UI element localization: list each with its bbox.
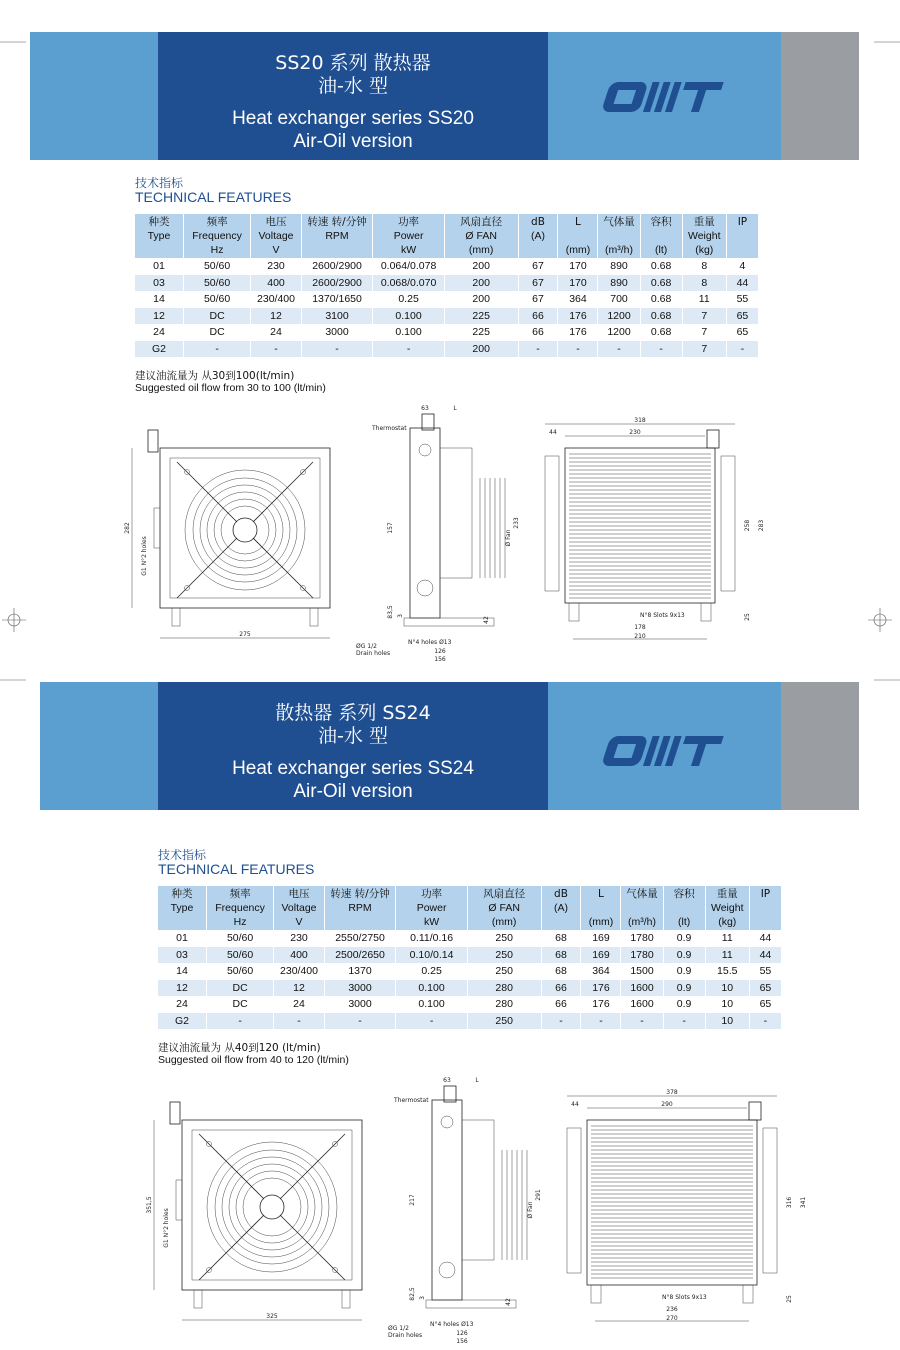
dimension-label: 25 bbox=[786, 1295, 793, 1303]
column-header-unit: kW bbox=[423, 916, 440, 928]
table-cell: 0.68 bbox=[640, 308, 682, 325]
table-cell: 1600 bbox=[621, 996, 663, 1013]
table-cell: 170 bbox=[558, 258, 598, 275]
banner-cn-title: 散热器 系列 SS24 bbox=[275, 702, 431, 724]
oil-flow-note-cn: 建议油流量为 从30到100(lt/min) bbox=[135, 370, 295, 382]
table-cell: 0.068/0.070 bbox=[373, 275, 445, 292]
table-cell: 0.100 bbox=[396, 980, 468, 997]
dimension-label: 42 bbox=[505, 1298, 512, 1306]
banner-cn-subtitle: 油-水 型 bbox=[318, 75, 388, 97]
table-cell: 1780 bbox=[621, 930, 663, 947]
dimension-label: 156 bbox=[456, 1338, 468, 1345]
table-cell: - bbox=[301, 341, 373, 358]
column-header-cn: 电压 bbox=[288, 888, 310, 900]
table-cell: 250 bbox=[467, 1013, 541, 1030]
table-cell: 200 bbox=[444, 341, 518, 358]
column-header-unit: (mm) bbox=[588, 916, 614, 928]
column-header-cn: L bbox=[598, 888, 604, 900]
dimension-label: 63 bbox=[443, 1077, 451, 1084]
dimension-label: 126 bbox=[434, 648, 446, 655]
table-cell: 225 bbox=[444, 324, 518, 341]
fan-label: Ø Fan bbox=[527, 1201, 534, 1219]
table-cell: - bbox=[581, 1013, 621, 1030]
table-cell: 0.25 bbox=[373, 291, 445, 308]
dimension-label: 282 bbox=[124, 522, 131, 534]
dimension-label: 290 bbox=[661, 1101, 673, 1108]
table-cell: 65 bbox=[726, 308, 758, 325]
column-header-cn: 重量 bbox=[693, 216, 715, 228]
table-cell: 2550/2750 bbox=[324, 930, 396, 947]
column-header-en: Type bbox=[170, 902, 194, 914]
column-header-unit: (lt) bbox=[677, 916, 691, 928]
oil-flow-note-en: Suggested oil flow from 40 to 120 (lt/min) bbox=[158, 1054, 349, 1066]
dimension-label: 233 bbox=[513, 517, 520, 529]
table-cell: 66 bbox=[541, 980, 581, 997]
column-header-cn: 频率 bbox=[229, 888, 251, 900]
column-header-cn: 重量 bbox=[716, 888, 738, 900]
column-header-unit: V bbox=[295, 916, 303, 928]
table-cell: 10 bbox=[705, 1013, 749, 1030]
column-header-cn: 气体量 bbox=[626, 888, 658, 900]
banner-cn-title: SS20 系列 散热器 bbox=[275, 52, 431, 74]
table-cell: 230/400 bbox=[274, 963, 325, 980]
table-cell: 2600/2900 bbox=[301, 258, 373, 275]
table-cell: 66 bbox=[518, 308, 558, 325]
table-cell: 230/400 bbox=[251, 291, 302, 308]
table-cell: 3100 bbox=[301, 308, 373, 325]
table-cell: 700 bbox=[598, 291, 640, 308]
table-cell: 0.9 bbox=[663, 996, 705, 1013]
dimension-label: 291 bbox=[535, 1189, 542, 1201]
table-cell: - bbox=[621, 1013, 663, 1030]
table-cell: - bbox=[541, 1013, 581, 1030]
table-cell: 50/60 bbox=[206, 930, 273, 947]
table-cell: 364 bbox=[558, 291, 598, 308]
table-cell: G2 bbox=[158, 1013, 206, 1030]
table-cell: 66 bbox=[541, 996, 581, 1013]
dimension-label: 3 bbox=[397, 614, 404, 618]
column-header-en: Frequency bbox=[192, 230, 242, 242]
table-cell: 8 bbox=[682, 258, 726, 275]
table-cell: 10 bbox=[705, 996, 749, 1013]
table-cell: - bbox=[251, 341, 302, 358]
table-cell: 12 bbox=[274, 980, 325, 997]
column-header-en: Voltage bbox=[258, 230, 294, 242]
table-cell: 03 bbox=[135, 275, 183, 292]
column-header-cn: 风扇直径 bbox=[460, 216, 503, 228]
table-cell: 12 bbox=[251, 308, 302, 325]
column-header-cn: 种类 bbox=[171, 888, 193, 900]
dimension-label: 318 bbox=[634, 417, 646, 424]
table-cell: DC bbox=[206, 980, 273, 997]
table-cell: 1600 bbox=[621, 980, 663, 997]
table-cell: 0.11/0.16 bbox=[396, 930, 468, 947]
column-header-cn: dB bbox=[554, 888, 568, 900]
table-cell: 8 bbox=[682, 275, 726, 292]
dimension-label: 42 bbox=[483, 616, 490, 624]
table-cell: 50/60 bbox=[183, 291, 250, 308]
table-cell: 2500/2650 bbox=[324, 947, 396, 964]
table-cell: - bbox=[640, 341, 682, 358]
table-cell: 68 bbox=[541, 963, 581, 980]
column-header-cn: 电压 bbox=[265, 216, 287, 228]
table-cell: 65 bbox=[726, 324, 758, 341]
table-cell: 50/60 bbox=[183, 258, 250, 275]
column-header-en: Power bbox=[416, 902, 447, 914]
table-cell: 176 bbox=[558, 308, 598, 325]
table-cell: 12 bbox=[158, 980, 206, 997]
column-header-cn: 功率 bbox=[421, 888, 443, 900]
table-cell: 68 bbox=[541, 947, 581, 964]
table-cell: 50/60 bbox=[206, 947, 273, 964]
table-cell: 67 bbox=[518, 258, 558, 275]
table-cell: 7 bbox=[682, 341, 726, 358]
table-cell: 1780 bbox=[621, 947, 663, 964]
table-cell: 200 bbox=[444, 258, 518, 275]
drain-holes-label: Drain holes bbox=[356, 650, 391, 657]
dimension-label: 82,5 bbox=[409, 1287, 416, 1301]
table-cell: 0.9 bbox=[663, 930, 705, 947]
column-header-unit: V bbox=[272, 244, 280, 256]
column-header-cn: 风扇直径 bbox=[483, 888, 526, 900]
dimension-label: 325 bbox=[266, 1313, 278, 1320]
column-header-unit: Hz bbox=[210, 244, 224, 256]
thermostat-label: Thermostat bbox=[394, 1097, 429, 1104]
table-cell: 7 bbox=[682, 308, 726, 325]
column-header-en: Frequency bbox=[215, 902, 265, 914]
column-header-en: Voltage bbox=[281, 902, 317, 914]
table-cell: - bbox=[324, 1013, 396, 1030]
column-header-unit: Hz bbox=[233, 916, 247, 928]
column-header-cn: 频率 bbox=[206, 216, 228, 228]
table-cell: 10 bbox=[705, 980, 749, 997]
column-header-cn: 气体量 bbox=[603, 216, 635, 228]
table-cell: - bbox=[373, 341, 445, 358]
table-cell: 176 bbox=[581, 980, 621, 997]
table-cell: 14 bbox=[158, 963, 206, 980]
table-cell: - bbox=[274, 1013, 325, 1030]
column-header-en: Type bbox=[147, 230, 171, 242]
dimension-label: 316 bbox=[786, 1196, 793, 1209]
column-header-en: RPM bbox=[348, 902, 372, 914]
dimension-label: 378 bbox=[666, 1089, 678, 1096]
table-cell: DC bbox=[206, 996, 273, 1013]
dimension-label: 270 bbox=[666, 1315, 678, 1322]
table-cell: 176 bbox=[581, 996, 621, 1013]
table-cell: 0.10/0.14 bbox=[396, 947, 468, 964]
table-cell: 250 bbox=[467, 947, 541, 964]
table-cell: - bbox=[558, 341, 598, 358]
column-header-cn: IP bbox=[737, 216, 748, 228]
table-cell: 3000 bbox=[324, 996, 396, 1013]
table-cell: 65 bbox=[749, 996, 781, 1013]
table-cell: 400 bbox=[251, 275, 302, 292]
table-cell: - bbox=[183, 341, 250, 358]
table-cell: 0.68 bbox=[640, 324, 682, 341]
table-cell: 67 bbox=[518, 275, 558, 292]
column-header-cn: dB bbox=[531, 216, 545, 228]
table-cell: 0.25 bbox=[396, 963, 468, 980]
table-cell: 1370 bbox=[324, 963, 396, 980]
table-cell: 400 bbox=[274, 947, 325, 964]
column-header-en: Weight bbox=[711, 902, 744, 914]
dimension-label: 178 bbox=[634, 624, 646, 631]
dimension-label: 230 bbox=[629, 429, 641, 436]
column-header-en: Power bbox=[393, 230, 424, 242]
dimension-label: 341 bbox=[800, 1196, 807, 1209]
table-cell: 1500 bbox=[621, 963, 663, 980]
dimension-label: 210 bbox=[634, 633, 646, 640]
table-cell: 0.68 bbox=[640, 275, 682, 292]
column-header-cn: 容积 bbox=[650, 216, 672, 228]
table-cell: 230 bbox=[251, 258, 302, 275]
table-cell: 1200 bbox=[598, 324, 640, 341]
features-heading-en: TECHNICAL FEATURES bbox=[158, 861, 315, 877]
slots-label: N°8 Slots 9x13 bbox=[662, 1294, 707, 1301]
fan-label: Ø Fan bbox=[505, 529, 512, 547]
table-cell: 280 bbox=[467, 996, 541, 1013]
table-cell: 3000 bbox=[324, 980, 396, 997]
table-cell: 0.9 bbox=[663, 947, 705, 964]
column-header-unit: (kg) bbox=[695, 244, 714, 256]
table-cell: 1370/1650 bbox=[301, 291, 373, 308]
table-cell: 15.5 bbox=[705, 963, 749, 980]
column-header-cn: 转速 转/分钟 bbox=[330, 888, 390, 900]
table-cell: 364 bbox=[581, 963, 621, 980]
table-cell: 24 bbox=[135, 324, 183, 341]
table-cell: 01 bbox=[158, 930, 206, 947]
table-cell: 0.064/0.078 bbox=[373, 258, 445, 275]
table-cell: 44 bbox=[726, 275, 758, 292]
drain-label: ØG 1/2 bbox=[356, 643, 377, 650]
holes-label: N°4 holes Ø13 bbox=[430, 1321, 474, 1328]
table-cell: 0.100 bbox=[373, 308, 445, 325]
port-label: G1 N°2 holes bbox=[163, 1208, 170, 1248]
table-cell: 250 bbox=[467, 930, 541, 947]
dimension-label: 156 bbox=[434, 656, 446, 663]
dimension-label: 217 bbox=[409, 1194, 416, 1206]
table-cell: 24 bbox=[251, 324, 302, 341]
table-cell: 176 bbox=[558, 324, 598, 341]
table-cell: 0.100 bbox=[396, 996, 468, 1013]
table-cell: DC bbox=[183, 308, 250, 325]
table-cell: 1200 bbox=[598, 308, 640, 325]
table-cell: 24 bbox=[274, 996, 325, 1013]
table-cell: 55 bbox=[749, 963, 781, 980]
features-heading-cn: 技术指标 bbox=[135, 176, 184, 190]
table-cell: 890 bbox=[598, 275, 640, 292]
table-cell: 65 bbox=[749, 980, 781, 997]
column-header-en: Weight bbox=[688, 230, 721, 242]
table-cell: - bbox=[663, 1013, 705, 1030]
table-cell: 44 bbox=[749, 947, 781, 964]
dimension-label: 236 bbox=[666, 1306, 678, 1313]
table-cell: 890 bbox=[598, 258, 640, 275]
table-cell: 01 bbox=[135, 258, 183, 275]
table-cell: 200 bbox=[444, 275, 518, 292]
table-cell: 2600/2900 bbox=[301, 275, 373, 292]
column-header-unit: (mm) bbox=[565, 244, 591, 256]
table-cell: 4 bbox=[726, 258, 758, 275]
table-cell: 11 bbox=[705, 930, 749, 947]
holes-label: N°4 holes Ø13 bbox=[408, 639, 452, 646]
table-cell: 12 bbox=[135, 308, 183, 325]
column-header-unit: (m³/h) bbox=[605, 244, 634, 256]
banner-en-subtitle: Air-Oil version bbox=[293, 781, 413, 802]
column-header-unit: kW bbox=[400, 244, 417, 256]
column-header-unit: (lt) bbox=[654, 244, 668, 256]
dimension-label: 157 bbox=[387, 522, 394, 534]
dimension-label: 25 bbox=[744, 613, 751, 621]
table-cell: 50/60 bbox=[206, 963, 273, 980]
column-header-cn: 容积 bbox=[673, 888, 695, 900]
column-header-unit: (kg) bbox=[718, 916, 737, 928]
slots-label: N°8 Slots 9x13 bbox=[640, 612, 685, 619]
column-header-cn: 功率 bbox=[398, 216, 420, 228]
dimension-label: 126 bbox=[456, 1330, 468, 1337]
oil-flow-note-cn: 建议油流量为 从40到120 (lt/min) bbox=[158, 1042, 321, 1054]
table-cell: 03 bbox=[158, 947, 206, 964]
dimension-label: 3 bbox=[419, 1296, 426, 1300]
table-cell: 66 bbox=[518, 324, 558, 341]
table-cell: 230 bbox=[274, 930, 325, 947]
table-cell: 0.9 bbox=[663, 980, 705, 997]
table-cell: 55 bbox=[726, 291, 758, 308]
dimension-label: 44 bbox=[549, 429, 557, 436]
table-cell: 250 bbox=[467, 963, 541, 980]
banner-en-title: Heat exchanger series SS24 bbox=[232, 758, 474, 779]
table-cell: 11 bbox=[682, 291, 726, 308]
column-header-en: (A) bbox=[530, 230, 545, 242]
banner-en-subtitle: Air-Oil version bbox=[293, 131, 413, 152]
table-cell: 11 bbox=[705, 947, 749, 964]
table-cell: 169 bbox=[581, 947, 621, 964]
table-cell: 0.68 bbox=[640, 291, 682, 308]
column-header-cn: 转速 转/分钟 bbox=[307, 216, 367, 228]
dimension-label: 63 bbox=[421, 405, 429, 412]
table-cell: DC bbox=[183, 324, 250, 341]
column-header-en: Ø FAN bbox=[488, 902, 520, 914]
dimension-label: L bbox=[475, 1077, 479, 1084]
column-header-unit: (mm) bbox=[491, 916, 517, 928]
port-label: G1 N°2 holes bbox=[141, 536, 148, 576]
table-cell: 14 bbox=[135, 291, 183, 308]
table-cell: 169 bbox=[581, 930, 621, 947]
table-cell: 0.68 bbox=[640, 258, 682, 275]
dimension-label: 258 bbox=[744, 519, 751, 532]
features-heading-cn: 技术指标 bbox=[158, 848, 207, 862]
features-heading-en: TECHNICAL FEATURES bbox=[135, 189, 292, 205]
drain-holes-label: Drain holes bbox=[388, 1332, 423, 1339]
table-cell: 7 bbox=[682, 324, 726, 341]
table-cell: - bbox=[749, 1013, 781, 1030]
table-cell: G2 bbox=[135, 341, 183, 358]
column-header-cn: L bbox=[575, 216, 581, 228]
dimension-label: 351,5 bbox=[146, 1196, 153, 1214]
table-cell: - bbox=[726, 341, 758, 358]
column-header-unit: (m³/h) bbox=[628, 916, 657, 928]
table-cell: 225 bbox=[444, 308, 518, 325]
banner-en-title: Heat exchanger series SS20 bbox=[232, 108, 474, 129]
table-cell: 67 bbox=[518, 291, 558, 308]
table-cell: 3000 bbox=[301, 324, 373, 341]
table-cell: 50/60 bbox=[183, 275, 250, 292]
dimension-label: 275 bbox=[239, 631, 251, 638]
oil-flow-note-en: Suggested oil flow from 30 to 100 (lt/min) bbox=[135, 382, 326, 394]
table-cell: - bbox=[598, 341, 640, 358]
table-cell: 24 bbox=[158, 996, 206, 1013]
dimension-label: 83,5 bbox=[387, 605, 394, 619]
drain-label: ØG 1/2 bbox=[388, 1325, 409, 1332]
table-cell: 280 bbox=[467, 980, 541, 997]
dimension-label: 283 bbox=[758, 519, 765, 532]
thermostat-label: Thermostat bbox=[372, 425, 407, 432]
dimension-label: L bbox=[453, 405, 457, 412]
table-cell: 44 bbox=[749, 930, 781, 947]
table-cell: - bbox=[518, 341, 558, 358]
column-header-cn: 种类 bbox=[148, 216, 170, 228]
banner-cn-subtitle: 油-水 型 bbox=[318, 725, 388, 747]
column-header-en: Ø FAN bbox=[465, 230, 497, 242]
table-cell: 200 bbox=[444, 291, 518, 308]
table-cell: 0.9 bbox=[663, 963, 705, 980]
table-cell: - bbox=[396, 1013, 468, 1030]
column-header-unit: (mm) bbox=[468, 244, 494, 256]
dimension-label: 44 bbox=[571, 1101, 579, 1108]
column-header-en: (A) bbox=[553, 902, 568, 914]
table-cell: - bbox=[206, 1013, 273, 1030]
table-cell: 170 bbox=[558, 275, 598, 292]
table-cell: 0.100 bbox=[373, 324, 445, 341]
table-cell: 68 bbox=[541, 930, 581, 947]
column-header-cn: IP bbox=[760, 888, 771, 900]
column-header-en: RPM bbox=[325, 230, 349, 242]
